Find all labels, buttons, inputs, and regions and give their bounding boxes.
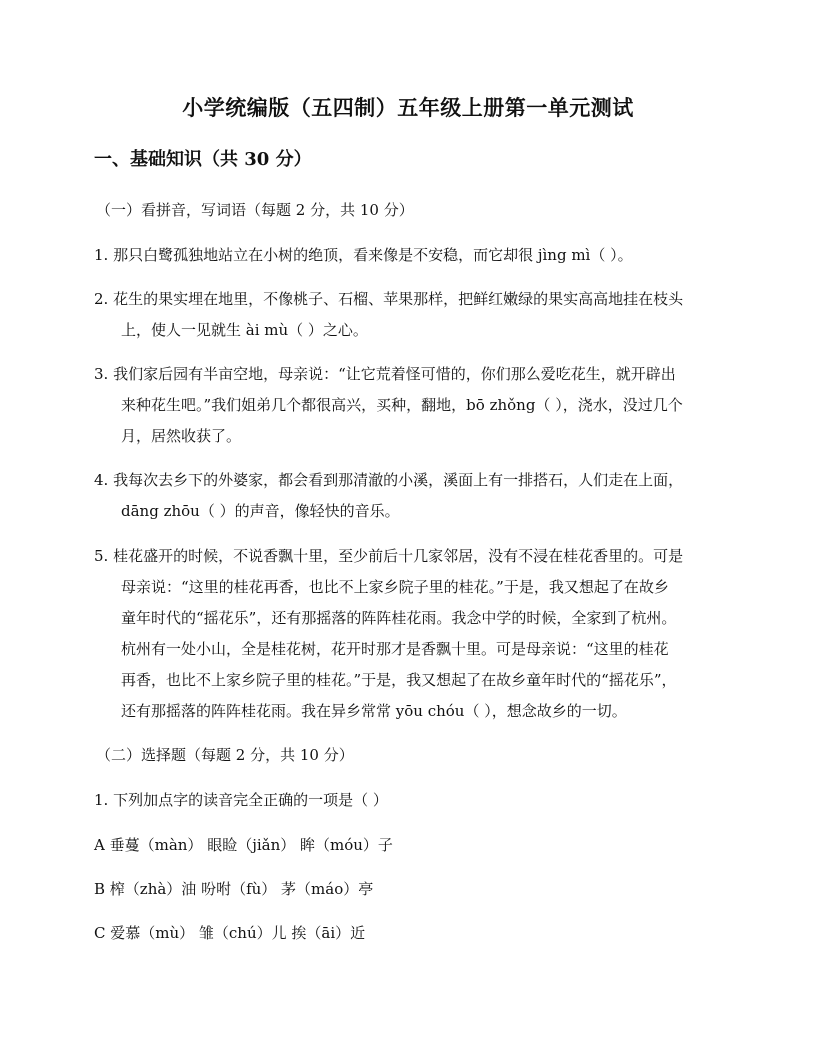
question-line: 还有那摇落的阵阵桂花雨。我在异乡常常 yōu chóu（ ），想念故乡的一切。 (121, 702, 627, 720)
part-heading-pinyin: （一）看拼音，写词语（每题 2 分，共 10 分） (96, 201, 414, 219)
choice-question-1: 1. 下列加点字的读音完全正确的一项是（ ） (94, 791, 388, 809)
question-line: 再香，也比不上家乡院子里的桂花。”于是，我又想起了在故乡童年时代的“摇花乐”， (121, 671, 677, 689)
question-line: 5. 桂花盛开的时候，不说香飘十里，至少前后十几家邻居，没有不浸在桂花香里的。可是 (94, 547, 684, 565)
question-line: dāng zhōu（ ）的声音，像轻快的音乐。 (121, 502, 400, 520)
question-line: 来种花生吧。”我们姐弟几个都很高兴，买种，翻地，bō zhǒng（ ），浇水，没过几个 (121, 396, 683, 414)
choice-option-a: A 垂蔓（màn） 眼睑（jiǎn） 眸（móu）子 (94, 836, 393, 854)
document-title: 小学统编版（五四制）五年级上册第一单元测试 (182, 95, 634, 120)
question-line: 杭州有一处小山，全是桂花树，花开时那才是香飘十里。可是母亲说：“这里的桂花 (121, 640, 669, 658)
choice-option-b: B 榨（zhà）油 吩咐（fù） 茅（máo）亭 (94, 880, 374, 898)
section-heading-basic-knowledge: 一、基础知识（共 30 分） (94, 149, 312, 170)
question-1 (94, 240, 734, 271)
question-4 (94, 465, 734, 527)
question-line: 童年时代的“摇花乐”，还有那摇落的阵阵桂花雨。我念中学的时候，全家到了杭州。 (121, 609, 677, 627)
part-heading-multiple-choice: （二）选择题（每题 2 分，共 10 分） (96, 746, 354, 764)
question-line: 月，居然收获了。 (121, 427, 242, 445)
question-line: 3. 我们家后园有半亩空地，母亲说：“让它荒着怪可惜的，你们那么爱吃花生，就开辟出 (94, 365, 676, 383)
question-line: 4. 我每次去乡下的外婆家，都会看到那清澈的小溪，溪面上有一排搭石，人们走在上面， (94, 471, 684, 489)
question-line: 1. 那只白鹭孤独地站立在小树的绝顶，看来像是不安稳，而它却很 jìng mì（ ）。 (94, 246, 633, 264)
question-line: 2. 花生的果实埋在地里，不像桃子、石榴、苹果那样，把鲜红嫩绿的果实高高地挂在枝头 (94, 290, 684, 308)
question-3 (94, 359, 734, 452)
question-5 (94, 541, 734, 727)
question-line: 上，使人一见就生 ài mù（ ）之心。 (121, 321, 368, 339)
choice-option-c: C 爱慕（mù） 雏（chú）儿 挨（āi）近 (94, 924, 366, 942)
question-2 (94, 284, 734, 346)
question-line: 母亲说：“这里的桂花再香，也比不上家乡院子里的桂花。”于是，我又想起了在故乡 (121, 578, 669, 596)
